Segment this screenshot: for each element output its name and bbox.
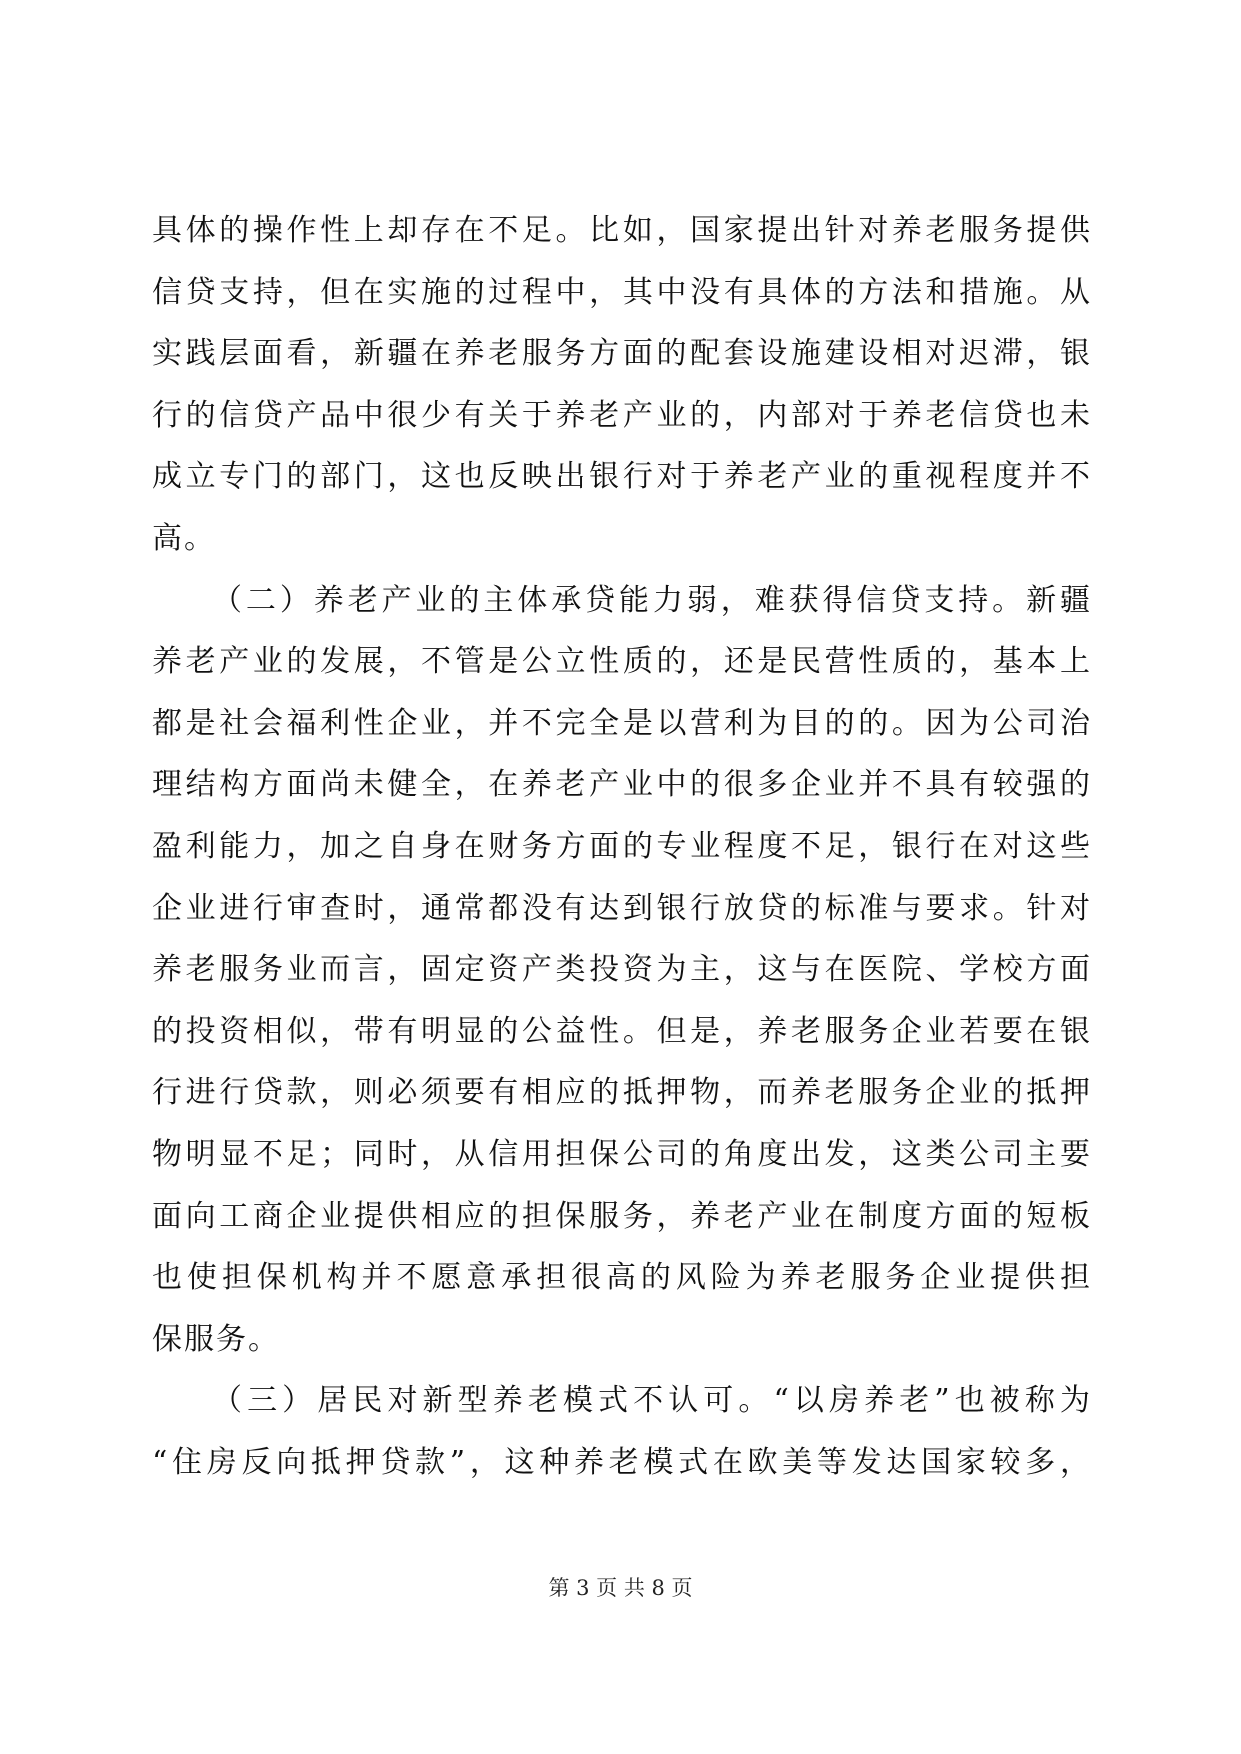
text-line: 物明显不足；同时，从信用担保公司的角度出发，这类公司主要 — [152, 1136, 1092, 1172]
text-line: 保服务。 — [152, 1321, 280, 1357]
section-heading-line: （二）养老产业的主体承贷能力弱，难获得信贷支持。新疆 — [212, 582, 1092, 618]
section-heading-line: （三）居民对新型养老模式不认可。“以房养老”也被称为 — [212, 1383, 1092, 1419]
text-line: 行进行贷款，则必须要有相应的抵押物，而养老服务企业的抵押 — [152, 1075, 1092, 1111]
text-line: 理结构方面尚未健全，在养老产业中的很多企业并不具有较强的 — [152, 767, 1092, 803]
text-line: 养老服务业而言，固定资产类投资为主，这与在医院、学校方面 — [152, 952, 1092, 988]
text-line: 企业进行审查时，通常都没有达到银行放贷的标准与要求。针对 — [152, 890, 1092, 926]
text-line: 养老产业的发展，不管是公立性质的，还是民营性质的，基本上 — [152, 644, 1092, 680]
text-line: 信贷支持，但在实施的过程中，其中没有具体的方法和措施。从 — [152, 274, 1092, 310]
text-line: “住房反向抵押贷款”，这种养老模式在欧美等发达国家较多， — [152, 1444, 1092, 1480]
text-line: 行的信贷产品中很少有关于养老产业的，内部对于养老信贷也未 — [152, 397, 1092, 433]
text-line: 具体的操作性上却存在不足。比如，国家提出针对养老服务提供 — [152, 213, 1092, 248]
text-line: 实践层面看，新疆在养老服务方面的配套设施建设相对迟滞，银 — [152, 336, 1092, 372]
text-line: 盈利能力，加之自身在财务方面的专业程度不足，银行在对这些 — [152, 828, 1092, 864]
page-number: 第 3 页 共 8 页 — [548, 1576, 693, 1600]
text-line: 成立专门的部门，这也反映出银行对于养老产业的重视程度并不 — [152, 459, 1092, 495]
text-line: 的投资相似，带有明显的公益性。但是，养老服务企业若要在银 — [152, 1013, 1092, 1049]
text-line: 都是社会福利性企业，并不完全是以营利为目的的。因为公司治 — [152, 705, 1092, 741]
document-body — [152, 200, 1092, 1493]
text-line: 也使担保机构并不愿意承担很高的风险为养老服务企业提供担 — [152, 1260, 1092, 1296]
text-line: 高。 — [152, 520, 216, 556]
text-line: 面向工商企业提供相应的担保服务，养老产业在制度方面的短板 — [152, 1198, 1092, 1234]
